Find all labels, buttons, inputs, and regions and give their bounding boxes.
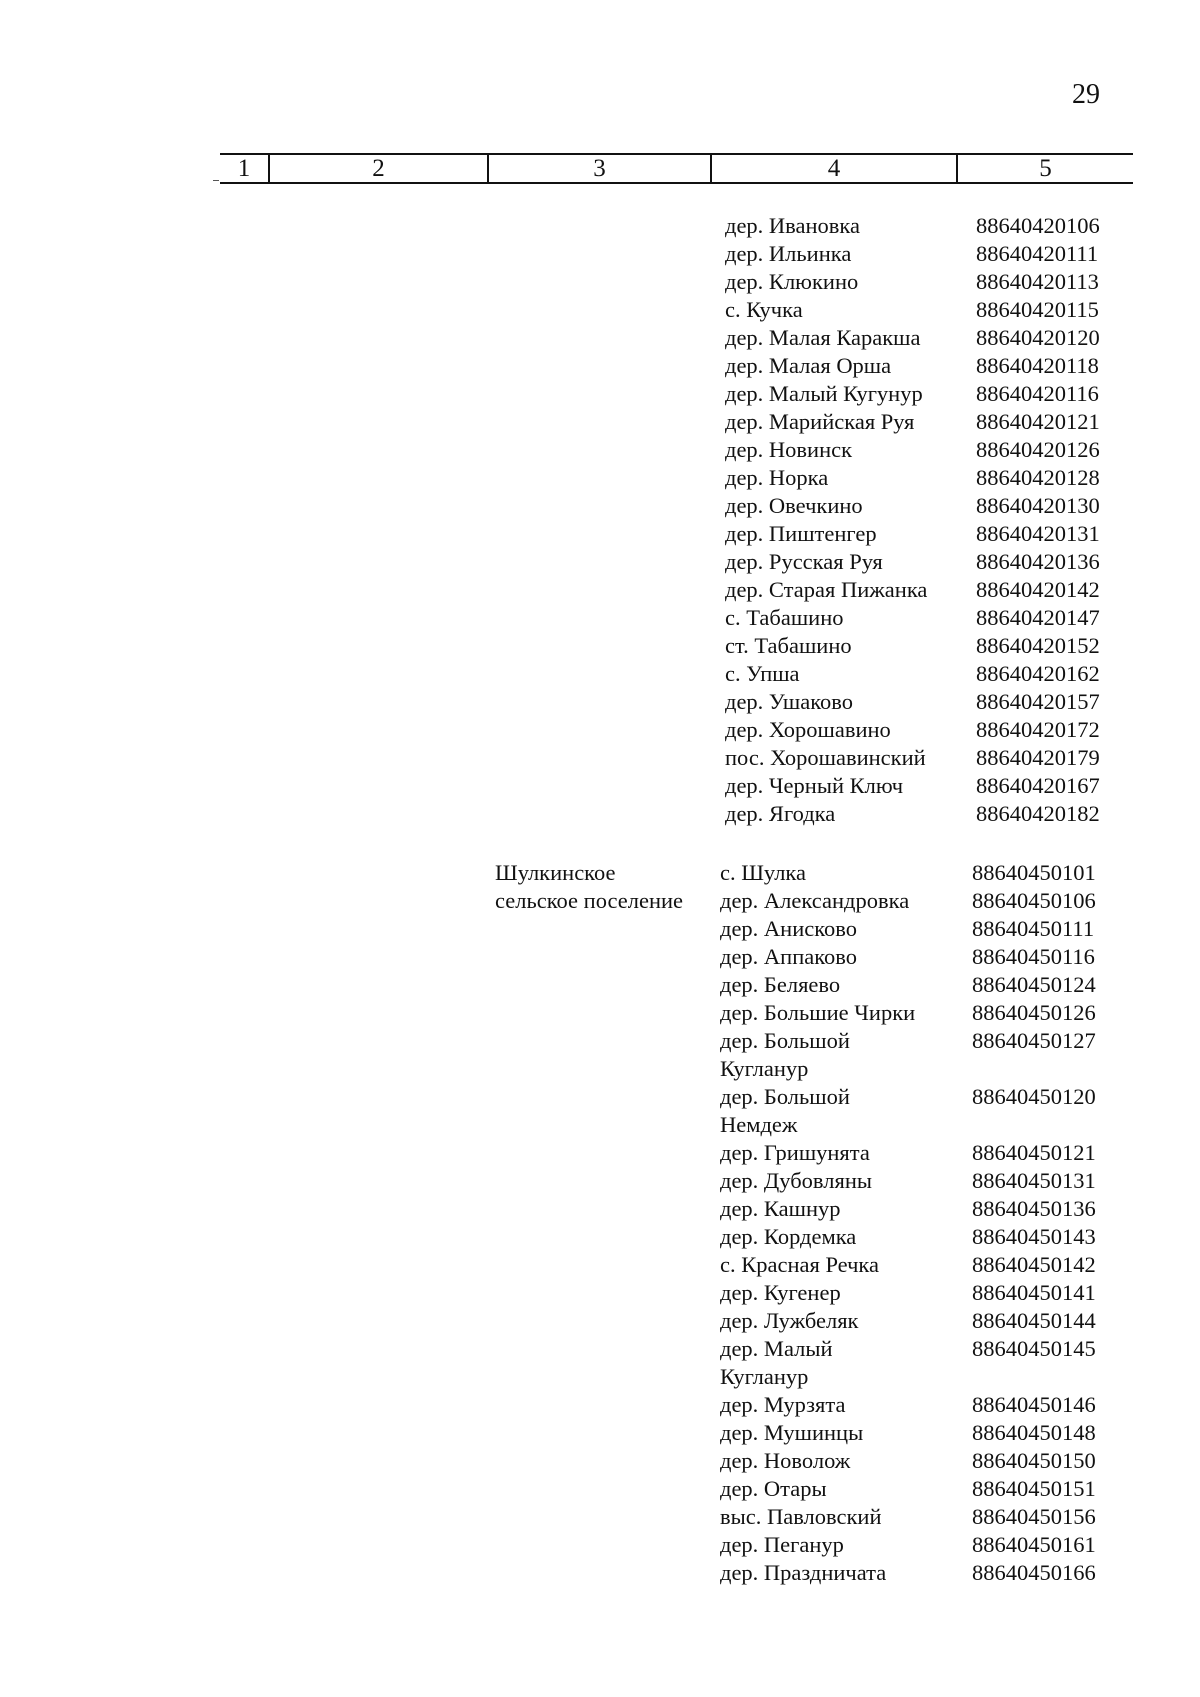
settlement-name: дер. Александровка xyxy=(720,888,910,913)
settlement-name: дер. Праздничата xyxy=(720,1560,887,1585)
oktmo-code: 88640450150 xyxy=(972,1448,1096,1473)
oktmo-code: 88640420179 xyxy=(976,745,1100,770)
oktmo-code: 88640450124 xyxy=(972,972,1096,997)
oktmo-code: 88640450120 xyxy=(972,1084,1096,1109)
oktmo-code: 88640450121 xyxy=(972,1140,1096,1165)
settlement-name: дер. Пеганур xyxy=(720,1532,844,1557)
settlement-name: с. Табашино xyxy=(725,605,844,630)
oktmo-code: 88640450144 xyxy=(972,1308,1096,1333)
municipality-name xyxy=(495,859,683,915)
settlement-name: дер. Новинск xyxy=(725,437,853,462)
settlement-name: дер. Малая Орша xyxy=(725,353,892,378)
oktmo-code: 88640420147 xyxy=(976,605,1100,630)
oktmo-code: 88640450131 xyxy=(972,1168,1096,1193)
oktmo-code: 88640450106 xyxy=(972,888,1096,913)
settlement-name: дер. Марийская Руя xyxy=(725,409,915,434)
settlement-name: дер. Малая Каракша xyxy=(725,325,921,350)
settlement-name: дер. Мурзята xyxy=(720,1392,846,1417)
settlement-name: дер. Лужбеляк xyxy=(720,1308,859,1333)
oktmo-code: 88640450116 xyxy=(972,944,1095,969)
settlement-name: дер. Кордемка xyxy=(720,1224,857,1249)
settlement-name-continuation: Кугланур xyxy=(720,1056,809,1081)
oktmo-code: 88640420136 xyxy=(976,549,1100,574)
column-header-3: 3 xyxy=(593,155,606,182)
oktmo-code: 88640420115 xyxy=(976,297,1099,322)
oktmo-code: 88640450156 xyxy=(972,1504,1096,1529)
oktmo-code: 88640450146 xyxy=(972,1392,1096,1417)
oktmo-code: 88640420182 xyxy=(976,801,1100,826)
settlement-name-continuation: Кугланур xyxy=(720,1364,809,1389)
oktmo-code: 88640450126 xyxy=(972,1000,1096,1025)
settlement-name: дер. Малый xyxy=(720,1336,833,1361)
oktmo-code: 88640420106 xyxy=(976,213,1100,238)
settlement-name: дер. Мушинцы xyxy=(720,1420,864,1445)
settlement-name: дер. Норка xyxy=(725,465,829,490)
oktmo-code: 88640420113 xyxy=(976,269,1099,294)
oktmo-code: 88640420128 xyxy=(976,465,1100,490)
settlement-name: дер. Клюкино xyxy=(725,269,859,294)
settlement-name: дер. Отары xyxy=(720,1476,827,1501)
settlement-name: дер. Дубовляны xyxy=(720,1168,872,1193)
column-header-5: 5 xyxy=(1039,155,1052,182)
municipality-line-2: сельское поселение xyxy=(495,888,684,913)
oktmo-code: 88640420172 xyxy=(976,717,1100,742)
oktmo-code: 88640450161 xyxy=(972,1532,1096,1557)
settlement-name: дер. Черный Ключ xyxy=(725,773,904,798)
settlement-name: дер. Ягодка xyxy=(725,801,836,826)
settlement-name: дер. Ивановка xyxy=(725,213,860,238)
settlement-name: дер. Большой xyxy=(720,1028,850,1053)
settlement-name: дер. Кашнур xyxy=(720,1196,841,1221)
settlement-name: дер. Большие Чирки xyxy=(720,1000,916,1025)
settlement-name: дер. Русская Руя xyxy=(725,549,883,574)
settlement-name-continuation: Немдеж xyxy=(720,1112,798,1137)
settlement-name: с. Кучка xyxy=(725,297,803,322)
settlement-name: ст. Табашино xyxy=(725,633,852,658)
settlement-name: пос. Хорошавинский xyxy=(725,745,926,770)
settlement-name: дер. Хорошавино xyxy=(725,717,891,742)
settlement-name: дер. Беляево xyxy=(720,972,841,997)
column-header-1: 1 xyxy=(237,155,251,182)
oktmo-code: 88640420116 xyxy=(976,381,1099,406)
oktmo-code: 88640450136 xyxy=(972,1196,1096,1221)
oktmo-code: 88640450101 xyxy=(972,860,1096,885)
oktmo-code: 88640450111 xyxy=(972,916,1095,941)
oktmo-code: 88640420152 xyxy=(976,633,1100,658)
oktmo-code: 88640450143 xyxy=(972,1224,1096,1249)
page-number: 29 xyxy=(1072,79,1100,110)
oktmo-code: 88640450148 xyxy=(972,1420,1096,1445)
oktmo-code: 88640450166 xyxy=(972,1560,1096,1585)
settlement-name: дер. Гришунята xyxy=(720,1140,870,1165)
settlement-name: дер. Аппаково xyxy=(720,944,858,969)
settlement-name: с. Упша xyxy=(725,661,800,686)
oktmo-code: 88640420120 xyxy=(976,325,1100,350)
oktmo-code: 88640450151 xyxy=(972,1476,1096,1501)
oktmo-code: 88640450145 xyxy=(972,1336,1096,1361)
settlement-name: дер. Малый Кугунур xyxy=(725,381,923,406)
oktmo-code: 88640420167 xyxy=(976,773,1100,798)
settlement-name: дер. Анисково xyxy=(720,916,858,941)
settlement-name: дер. Большой xyxy=(720,1084,850,1109)
settlement-name: дер. Ильинка xyxy=(725,241,852,266)
column-header-4: 4 xyxy=(827,155,841,182)
oktmo-code: 88640420142 xyxy=(976,577,1100,602)
oktmo-code: 88640420131 xyxy=(976,521,1100,546)
oktmo-code: 88640450127 xyxy=(972,1028,1096,1053)
oktmo-code: 88640420162 xyxy=(976,661,1100,686)
oktmo-code: 88640420118 xyxy=(976,353,1099,378)
settlement-name: дер. Ушаково xyxy=(725,689,853,714)
oktmo-code: 88640450142 xyxy=(972,1252,1096,1277)
margin-mark xyxy=(213,180,219,181)
oktmo-code: 88640420157 xyxy=(976,689,1100,714)
settlement-name: с. Красная Речка xyxy=(720,1252,880,1277)
oktmo-code: 88640420130 xyxy=(976,493,1100,518)
column-header-row xyxy=(220,153,1133,183)
oktmo-code: 88640420111 xyxy=(976,241,1099,266)
column-header-2: 2 xyxy=(372,155,385,182)
settlement-name: с. Шулка xyxy=(720,860,807,885)
settlement-name: дер. Пиштенгер xyxy=(725,521,877,546)
municipality-line-1: Шулкинское xyxy=(495,860,616,885)
oktmo-code: 88640420126 xyxy=(976,437,1100,462)
oktmo-code: 88640420121 xyxy=(976,409,1100,434)
oktmo-code: 88640450141 xyxy=(972,1280,1096,1305)
settlement-name: дер. Кугенер xyxy=(720,1280,841,1305)
settlement-name: дер. Овечкино xyxy=(725,493,863,518)
settlement-name: дер. Новолож xyxy=(720,1448,851,1473)
settlement-name: выс. Павловский xyxy=(720,1504,882,1529)
settlement-name: дер. Старая Пижанка xyxy=(725,577,928,602)
